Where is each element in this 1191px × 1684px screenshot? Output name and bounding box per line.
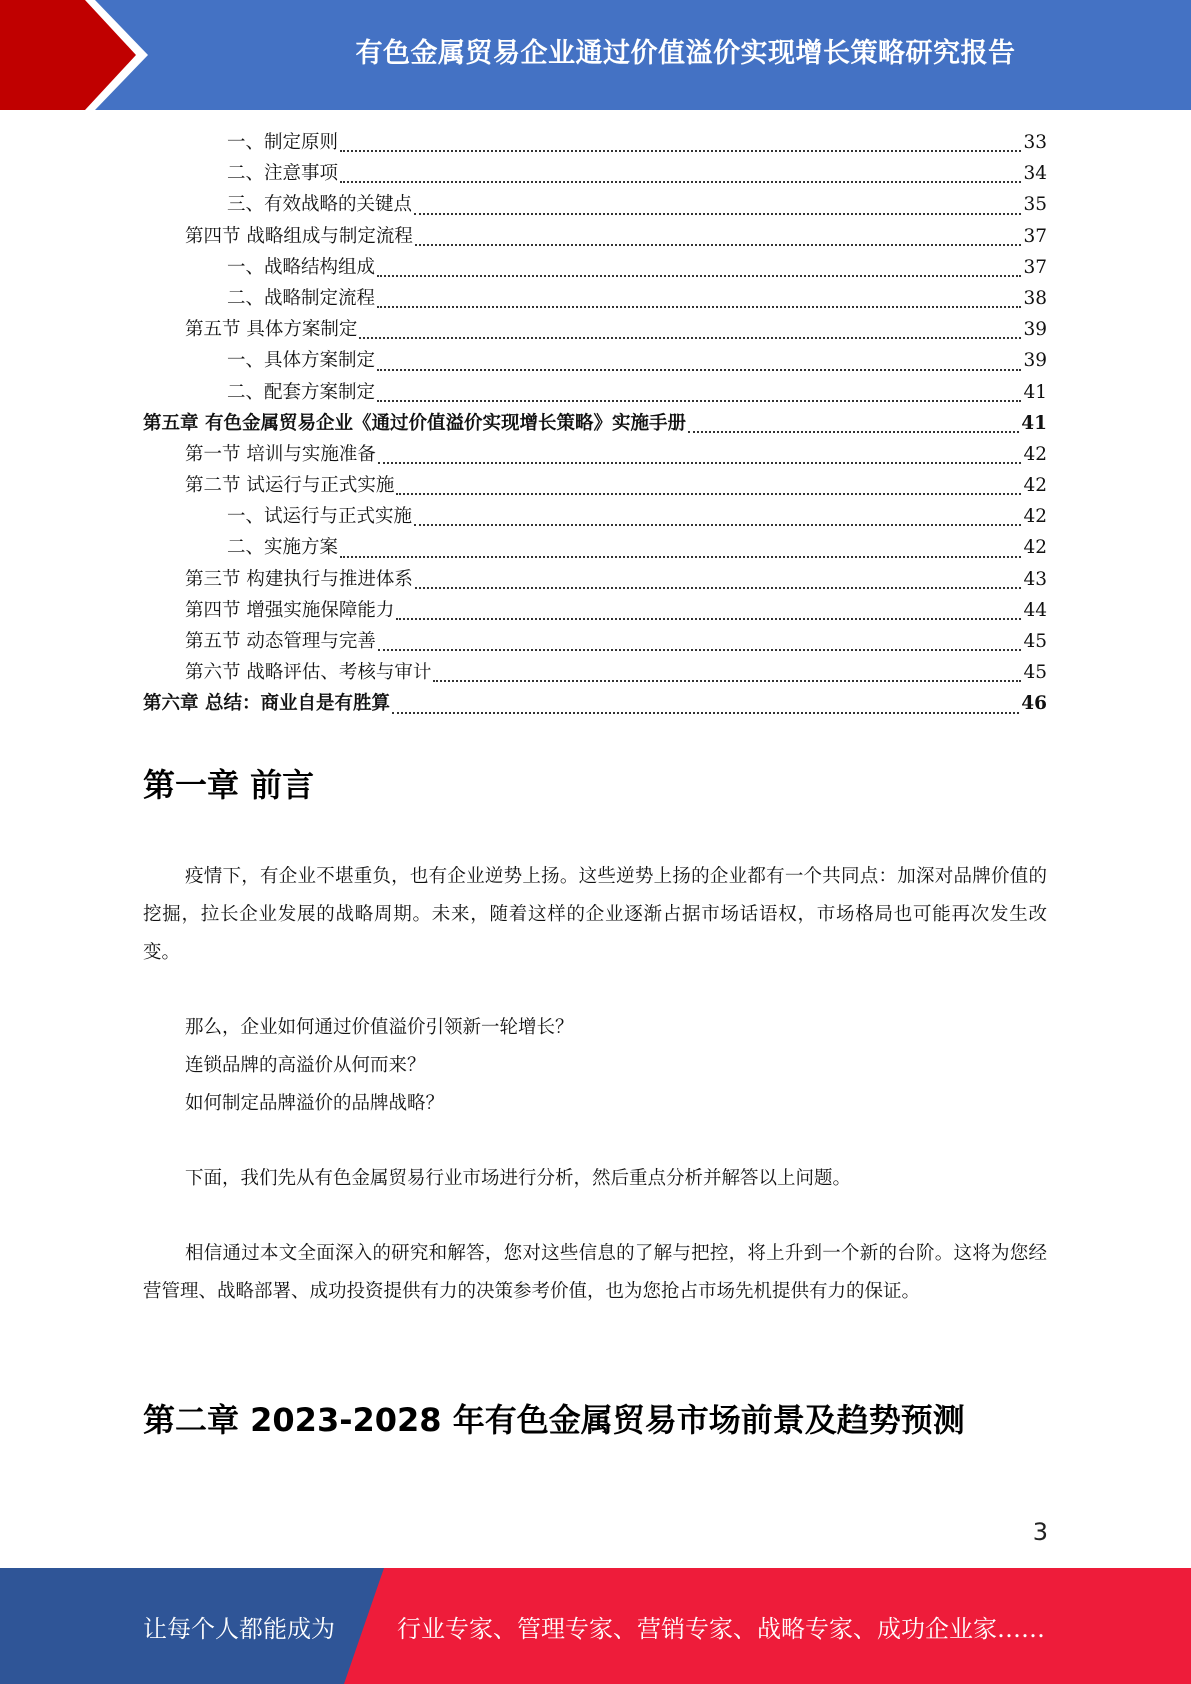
page-footer (0, 1568, 1191, 1684)
toc-entry[interactable] (143, 315, 1047, 346)
paragraph: 相信通过本文全面深入的研究和解答，您对这些信息的了解与把控，将上升到一个新的台阶。这将为您经营管理、战略部署、成功投资提供有力的决策参考价值，也为您抢占市场先机提供有力的保证。 (143, 1243, 1047, 1302)
toc-entry-page: 43 (1023, 568, 1047, 590)
question-line: 如何制定品牌溢价的品牌战略？ (185, 1093, 445, 1114)
toc-entry[interactable] (143, 253, 1047, 284)
toc-entry[interactable] (143, 471, 1047, 502)
page-header (0, 0, 1191, 110)
toc-entry[interactable] (143, 502, 1047, 533)
toc-leader-dots (340, 181, 1021, 183)
toc-entry-page: 37 (1023, 256, 1047, 278)
header-title: 有色金属贸易企业通过价值溢价实现增长策略研究报告 (355, 37, 1016, 69)
toc-entry[interactable] (143, 565, 1047, 596)
toc-entry[interactable] (143, 440, 1047, 471)
toc-entry-label: 一、战略结构组成 (227, 256, 376, 278)
toc-leader-dots (392, 712, 1019, 714)
toc-entry-page: 42 (1023, 443, 1047, 465)
footer-slogan-left: 让每个人都能成为 (143, 1614, 335, 1643)
header-arrow-icon (0, 0, 160, 110)
toc-entry[interactable] (143, 689, 1047, 720)
toc-leader-dots (414, 524, 1021, 526)
toc-entry[interactable] (143, 128, 1047, 159)
toc-entry[interactable] (143, 627, 1047, 658)
toc-entry-label: 第五章 有色金属贸易企业《通过价值溢价实现增长策略》实施手册 (143, 412, 686, 434)
toc-entry-page: 46 (1021, 693, 1047, 715)
toc-entry[interactable] (143, 284, 1047, 315)
toc-leader-dots (377, 275, 1021, 277)
toc-entry-label: 第三节 构建执行与推进体系 (185, 568, 413, 590)
toc-leader-dots (378, 462, 1022, 464)
toc-entry-label: 一、制定原则 (227, 132, 339, 153)
toc-leader-dots (377, 369, 1021, 371)
toc-entry[interactable] (143, 346, 1047, 377)
toc-leader-dots (415, 587, 1022, 589)
toc-leader-dots (396, 618, 1021, 620)
toc-leader-dots (415, 244, 1022, 246)
toc-entry-label: 二、配套方案制定 (227, 381, 376, 403)
toc-entry-page: 41 (1021, 412, 1047, 434)
toc-entry-label: 一、试运行与正式实施 (227, 506, 413, 528)
toc-entry-page: 34 (1023, 163, 1047, 185)
toc-entry-label: 一、具体方案制定 (227, 350, 376, 372)
toc-entry-page: 42 (1023, 506, 1047, 528)
paragraph: 下面，我们先从有色金属贸易行业市场进行分析，然后重点分析并解答以上问题。 (185, 1168, 852, 1189)
chapter-body (143, 858, 1047, 1311)
footer-slogan-right: 行业专家、管理专家、营销专家、战略专家、成功企业家…… (397, 1614, 1045, 1643)
toc-entry-label: 第六章 总结：商业自是有胜算 (143, 693, 390, 715)
toc-entry-label: 第一节 培训与实施准备 (185, 443, 376, 465)
toc-entry[interactable] (143, 533, 1047, 564)
toc-entry-label: 二、实施方案 (227, 537, 339, 559)
toc-entry-label: 三、有效战略的关键点 (227, 194, 413, 216)
toc-leader-dots (340, 556, 1021, 558)
toc-entry[interactable] (143, 159, 1047, 190)
chapter-heading: 第一章 前言 (143, 766, 315, 804)
toc-entry-page: 41 (1023, 381, 1047, 403)
toc-entry-page: 42 (1023, 537, 1047, 559)
toc-entry-label: 二、战略制定流程 (227, 287, 376, 309)
chapter-heading: 第二章 2023-2028 年有色金属贸易市场前景及趋势预测 (143, 1401, 965, 1439)
toc-entry-label: 第二节 试运行与正式实施 (185, 475, 395, 497)
toc-leader-dots (688, 431, 1019, 433)
toc-leader-dots (378, 649, 1022, 651)
toc-entry-page: 33 (1023, 132, 1047, 153)
toc-leader-dots (340, 150, 1021, 152)
toc-leader-dots (377, 400, 1021, 402)
question-line: 那么，企业如何通过价值溢价引领新一轮增长？ (185, 1017, 574, 1038)
toc-entry-label: 第四节 增强实施保障能力 (185, 599, 395, 621)
toc-entry[interactable] (143, 190, 1047, 221)
toc-entry[interactable] (143, 658, 1047, 689)
toc-entry-label: 第四节 战略组成与制定流程 (185, 225, 413, 247)
toc-leader-dots (359, 337, 1021, 339)
paragraph: 疫情下，有企业不堪重负，也有企业逆势上扬。这些逆势上扬的企业都有一个共同点：加深对品牌价值的挖掘，拉长企业发展的战略周期。未来，随着这样的企业逐渐占据市场话语权，市场格局也可能再次发生改变。 (143, 866, 1047, 963)
table-of-contents (143, 128, 1047, 721)
toc-entry-label: 第六节 战略评估、考核与审计 (185, 662, 432, 684)
toc-entry-label: 第五节 具体方案制定 (185, 319, 358, 341)
toc-entry-page: 38 (1023, 287, 1047, 309)
toc-entry-label: 二、注意事项 (227, 163, 339, 185)
toc-entry-page: 44 (1023, 599, 1047, 621)
toc-entry[interactable] (143, 378, 1047, 409)
toc-entry-page: 45 (1023, 662, 1047, 684)
toc-entry-label: 第五节 动态管理与完善 (185, 631, 376, 652)
toc-entry-page: 39 (1023, 350, 1047, 372)
toc-entry-page: 42 (1023, 475, 1047, 497)
page-number: 3 (1032, 1518, 1048, 1546)
toc-entry[interactable] (143, 409, 1047, 440)
toc-leader-dots (377, 306, 1021, 308)
toc-entry-page: 39 (1023, 319, 1047, 341)
toc-entry-page: 37 (1023, 225, 1047, 247)
toc-leader-dots (433, 680, 1021, 682)
toc-entry-page: 35 (1023, 194, 1047, 216)
toc-leader-dots (396, 493, 1021, 495)
toc-entry[interactable] (143, 596, 1047, 627)
toc-entry-page: 45 (1023, 631, 1047, 652)
toc-leader-dots (414, 213, 1021, 215)
toc-entry[interactable] (143, 222, 1047, 253)
question-line: 连锁品牌的高溢价从何而来？ (185, 1055, 426, 1076)
